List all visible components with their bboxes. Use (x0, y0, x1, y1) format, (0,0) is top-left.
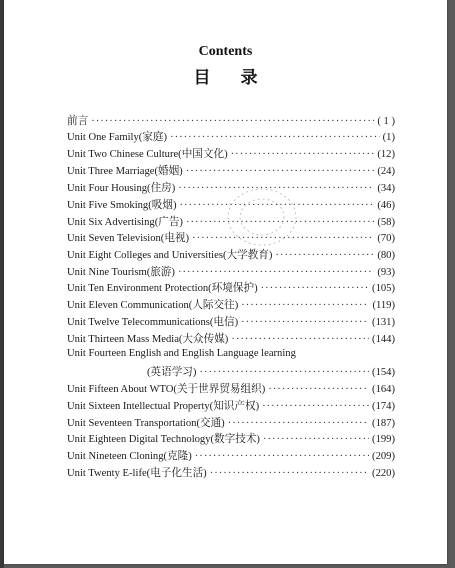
dot-leader (241, 317, 369, 328)
toc-entry[interactable] (67, 129, 395, 145)
toc-entry-page: (1) (382, 132, 395, 143)
toc-entry-page: (131) (372, 317, 395, 328)
toc-entry[interactable] (67, 465, 395, 481)
dot-leader (263, 434, 369, 445)
dot-leader (268, 384, 369, 395)
toc-entry-title: Unit Six Advertising(广告) (67, 217, 183, 228)
toc-entry-title: Unit Thirteen Mass Media(大众传媒) (67, 334, 229, 345)
toc-entry-title: Unit Ten Environment Protection(环境保护) (67, 283, 258, 294)
toc-entry-page: (154) (372, 367, 395, 378)
faint-stamp-mark (222, 182, 302, 252)
toc-entry[interactable] (67, 448, 395, 464)
toc-entry-title: Unit Eight Colleges and Universities(大学教育) (67, 250, 273, 261)
toc-entry-page: (80) (377, 250, 395, 261)
toc-entry-page: (93) (377, 267, 395, 278)
toc-entry[interactable] (67, 264, 395, 280)
dot-leader (231, 334, 369, 345)
toc-entry[interactable] (67, 415, 395, 431)
toc-entry-page: ( 1 ) (377, 116, 395, 127)
toc-entry-page: (46) (377, 200, 395, 211)
toc-entry-title: Unit Four Housing(住房) (67, 183, 176, 194)
toc-entry-page: (70) (377, 233, 395, 244)
toc-entry[interactable] (67, 163, 395, 179)
toc-entry-page: (187) (372, 418, 395, 429)
contents-title: Contents (198, 44, 253, 59)
dot-leader (210, 468, 369, 479)
toc-entry-page: (220) (372, 468, 395, 479)
toc-entry[interactable] (67, 280, 395, 296)
dot-leader (91, 116, 374, 127)
toc-entry-title: Unit Eleven Communication(人际交往) (67, 300, 239, 311)
dot-leader (228, 418, 369, 429)
toc-entry-page: (164) (372, 384, 395, 395)
toc-entry-page: (24) (377, 166, 395, 177)
dot-leader (195, 451, 369, 462)
toc-entry-title: Unit Nineteen Cloning(克隆) (67, 451, 192, 462)
toc-entry-page: (58) (377, 217, 395, 228)
dot-leader (262, 401, 369, 412)
toc-entry[interactable] (67, 348, 395, 364)
toc-entry-title: Unit Fifteen About WTO(关于世界贸易组织) (67, 384, 266, 395)
toc-entry[interactable] (67, 146, 395, 162)
toc-entry-page: (12) (377, 149, 395, 160)
toc-entry[interactable] (67, 431, 395, 447)
toc-entry-title: Unit Nine Tourism(旅游) (67, 267, 175, 278)
toc-entry-title: Unit Seven Television(电视) (67, 233, 190, 244)
toc-entry-page: (119) (372, 300, 395, 311)
document-page (4, 0, 447, 564)
toc-entry-page: (199) (372, 434, 395, 445)
toc-entry-page: (105) (372, 283, 395, 294)
contents-title-chinese: 目录 (193, 68, 288, 87)
dot-leader (186, 166, 375, 177)
toc-entry[interactable] (67, 364, 395, 380)
dot-leader (170, 132, 380, 143)
toc-entry[interactable] (67, 331, 395, 347)
toc-entry[interactable] (67, 398, 395, 414)
toc-entry-title: (英语学习) (147, 367, 197, 378)
toc-entry[interactable] (67, 113, 395, 129)
dot-leader (261, 283, 369, 294)
toc-entry[interactable] (67, 381, 395, 397)
toc-entry-title: Unit Twelve Telecommunications(电信) (67, 317, 239, 328)
toc-entry-title: Unit Three Marriage(婚姻) (67, 166, 183, 177)
toc-entry-title: Unit One Family(家庭) (67, 132, 168, 143)
dot-leader (241, 300, 369, 311)
dot-leader (178, 267, 374, 278)
toc-entry-title: Unit Sixteen Intellectual Property(知识产权) (67, 401, 260, 412)
dot-leader (231, 149, 375, 160)
dot-leader (199, 367, 369, 378)
toc-entry[interactable] (67, 314, 395, 330)
toc-entry-page: (174) (372, 401, 395, 412)
toc-entry-title: Unit Two Chinese Culture(中国文化) (67, 149, 228, 160)
toc-entry-title: Unit Seventeen Transportation(交通) (67, 418, 225, 429)
toc-entry[interactable] (67, 297, 395, 313)
toc-entry-title: Unit Twenty E-life(电子化生活) (67, 468, 207, 479)
toc-entry-page: (34) (377, 183, 395, 194)
toc-entry-title: 前言 (67, 116, 89, 127)
toc-entry-page: (209) (372, 451, 395, 462)
toc-entry-title: Unit Fourteen English and English Language learning (67, 348, 296, 359)
toc-entry-page: (144) (372, 334, 395, 345)
toc-entry-title: Unit Eighteen Digital Technology(数字技术) (67, 434, 260, 445)
toc-entry-title: Unit Five Smoking(吸烟) (67, 200, 177, 211)
